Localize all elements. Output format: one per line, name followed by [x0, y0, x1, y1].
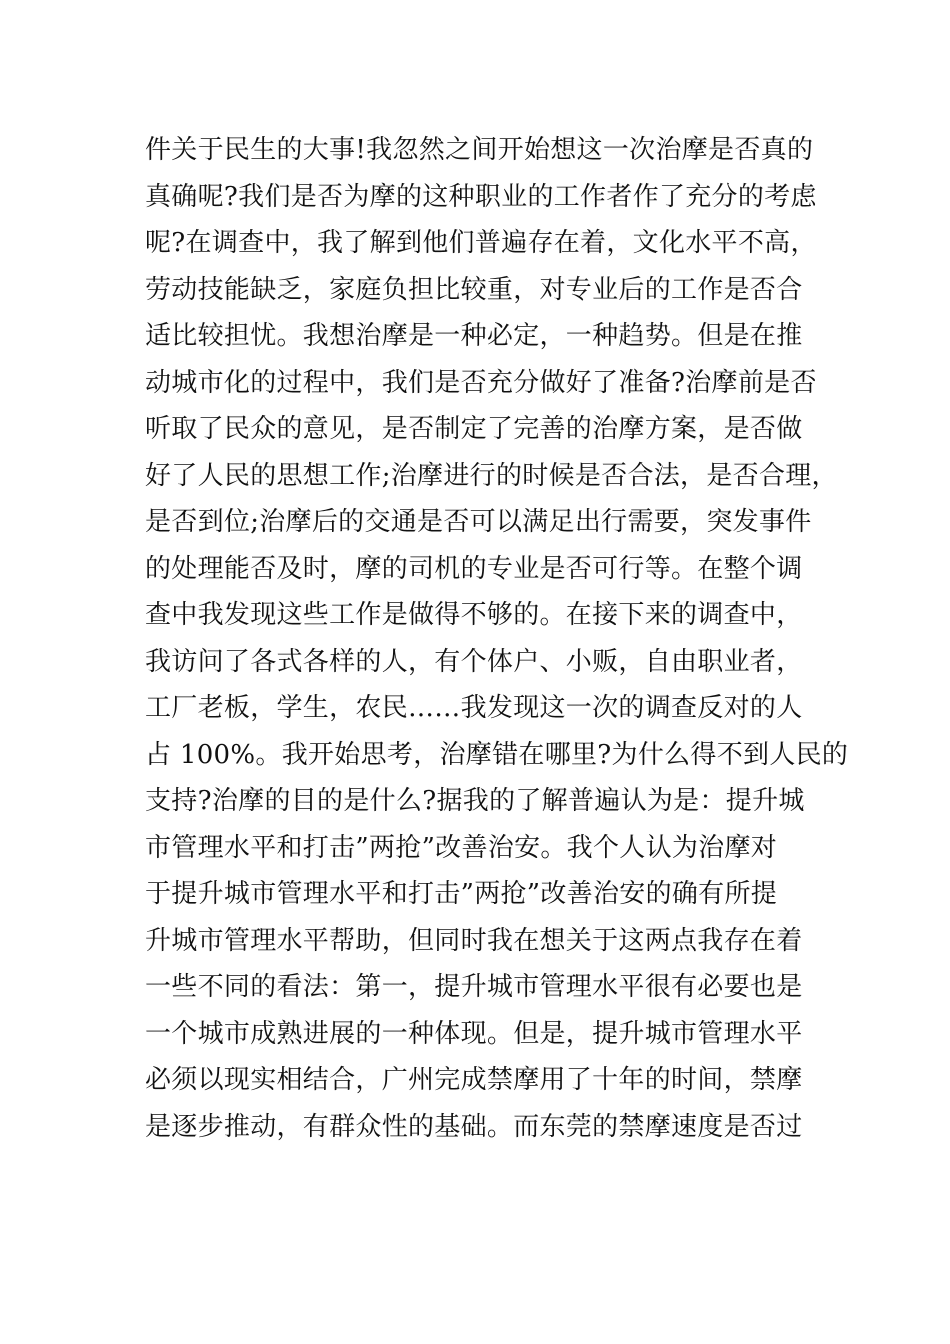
- text-line: 升城市管理水平帮助，但同时我在想关于这两点我存在着: [145, 925, 803, 956]
- text-line: 我访问了各式各样的人，有个体户、小贩，自由职业者，: [145, 646, 803, 677]
- text-line: 于提升城市管理水平和打击”两抢”改善治安的确有所提: [145, 879, 778, 909]
- text-line: 动城市化的过程中，我们是否充分做好了准备?治摩前是否: [145, 367, 817, 398]
- text-line: 占 100%。我开始思考，治摩错在哪里?为什么得不到人民的: [145, 739, 849, 770]
- text-line: 适比较担忧。我想治摩是一种必定，一种趋势。但是在推: [145, 321, 803, 351]
- text-line: 真确呢?我们是否为摩的这种职业的工作者作了充分的考虑: [145, 181, 817, 212]
- text-line: 支持?治摩的目的是什么?据我的了解普遍认为是：提升城: [145, 786, 805, 816]
- text-line: 好了人民的思想工作;治摩进行的时候是否合法，是否合理，: [145, 460, 838, 491]
- text-line: 呢?在调查中，我了解到他们普遍存在着，文化水平不高，: [145, 228, 817, 258]
- text-line: 市管理水平和打击”两抢”改善治安。我个人认为治摩对: [145, 832, 778, 863]
- text-line: 一些不同的看法：第一，提升城市管理水平很有必要也是: [145, 972, 803, 1002]
- text-line: 劳动技能缺乏，家庭负担比较重，对专业后的工作是否合: [145, 274, 803, 305]
- text-line: 必须以现实相结合，广州完成禁摩用了十年的时间，禁摩: [145, 1065, 803, 1095]
- body-text: [145, 127, 849, 1150]
- text-line: 查中我发现这些工作是做得不够的。在接下来的调查中，: [145, 600, 803, 630]
- text-line: 一个城市成熟进展的一种体现。但是，提升城市管理水平: [145, 1018, 803, 1049]
- text-line: 工厂老板，学生，农民……我发现这一次的调查反对的人: [145, 693, 803, 723]
- text-line: 是逐步推动，有群众性的基础。而东莞的禁摩速度是否过: [145, 1111, 803, 1142]
- text-line: 是否到位;治摩后的交通是否可以满足出行需要，突发事件: [145, 507, 812, 537]
- text-line: 的处理能否及时，摩的司机的专业是否可行等。在整个调: [145, 553, 803, 584]
- text-line: 件关于民生的大事!我忽然之间开始想这一次治摩是否真的: [145, 135, 814, 165]
- text-line: 听取了民众的意见，是否制定了完善的治摩方案，是否做: [145, 414, 803, 444]
